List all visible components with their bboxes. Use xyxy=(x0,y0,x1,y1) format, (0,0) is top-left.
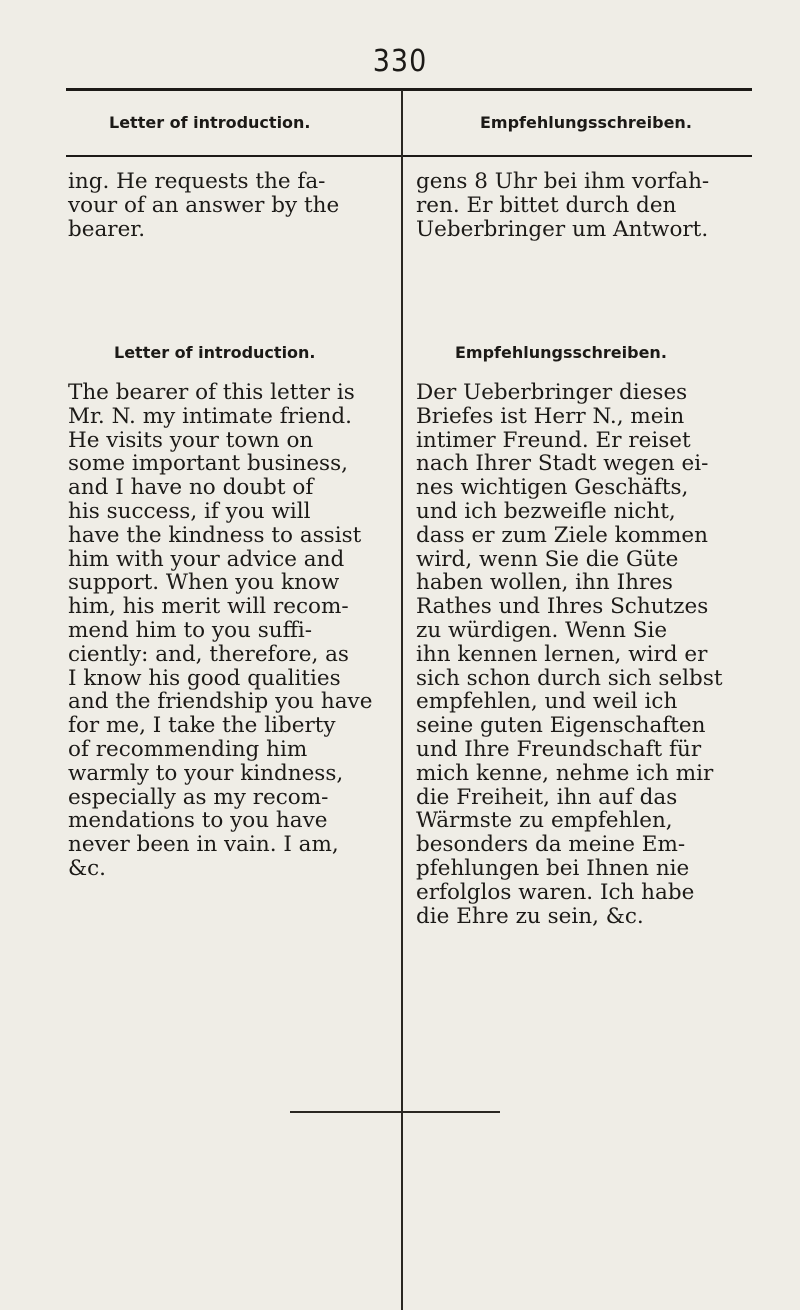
column-divider xyxy=(401,90,403,1310)
header-rule xyxy=(66,155,752,157)
continuation-german: gens 8 Uhr bei ihm vorfah- ren. Er bittet durch den Ueberbringer um Antwort. xyxy=(416,169,710,242)
section-title-german: Empfehlungsschreiben. xyxy=(455,343,667,362)
closing-rule xyxy=(290,1111,500,1113)
letter-body-german: Der Ueberbringer dieses Briefes ist Herr N., mein intimer Freund. Er reiset nach Ihrer Stadt wegen ei- nes wichtigen Geschäfts, und ich bezweifle nicht, dass er zum Ziele kommen wird, wenn Sie die Güte haben wollen, ihn Ihres Rathes und Ihres Schutzes zu würdigen. Wenn Sie ihn kennen lernen, wird er sich schon durch sich selbst empfehlen, und weil ich seine guten Eigenschaften und Ihre Freundschaft für mich kenne, nehme ich mir die Freiheit, ihn auf das Wärmste zu empfehlen, besonders da meine Em- pfehlungen bei Ihnen nie erfolglos waren. Ich habe die Ehre zu sein, &c. xyxy=(416,380,723,929)
column-header-german: Empfehlungsschreiben. xyxy=(480,113,692,132)
top-rule xyxy=(66,88,752,91)
section-title-english: Letter of introduction. xyxy=(114,343,316,362)
column-header-english: Letter of introduction. xyxy=(109,113,311,132)
continuation-english: ing. He requests the fa- vour of an answer by the bearer. xyxy=(68,169,340,242)
letter-body-english: The bearer of this letter is Mr. N. my intimate friend. He visits your town on some important business, and I have no doubt of his success, if you will have the kindness to assist him with your advice and support. When you know him, his merit will recom- mend him to you suffi- ciently: and, therefore, as I know his good qualities and the friendship you have for me, I take the liberty of recommending him warmly to your kindness, especially as my recom- mendations to you have never been in vain. I am, &c. xyxy=(68,380,373,881)
page-number: 330 xyxy=(372,44,428,79)
